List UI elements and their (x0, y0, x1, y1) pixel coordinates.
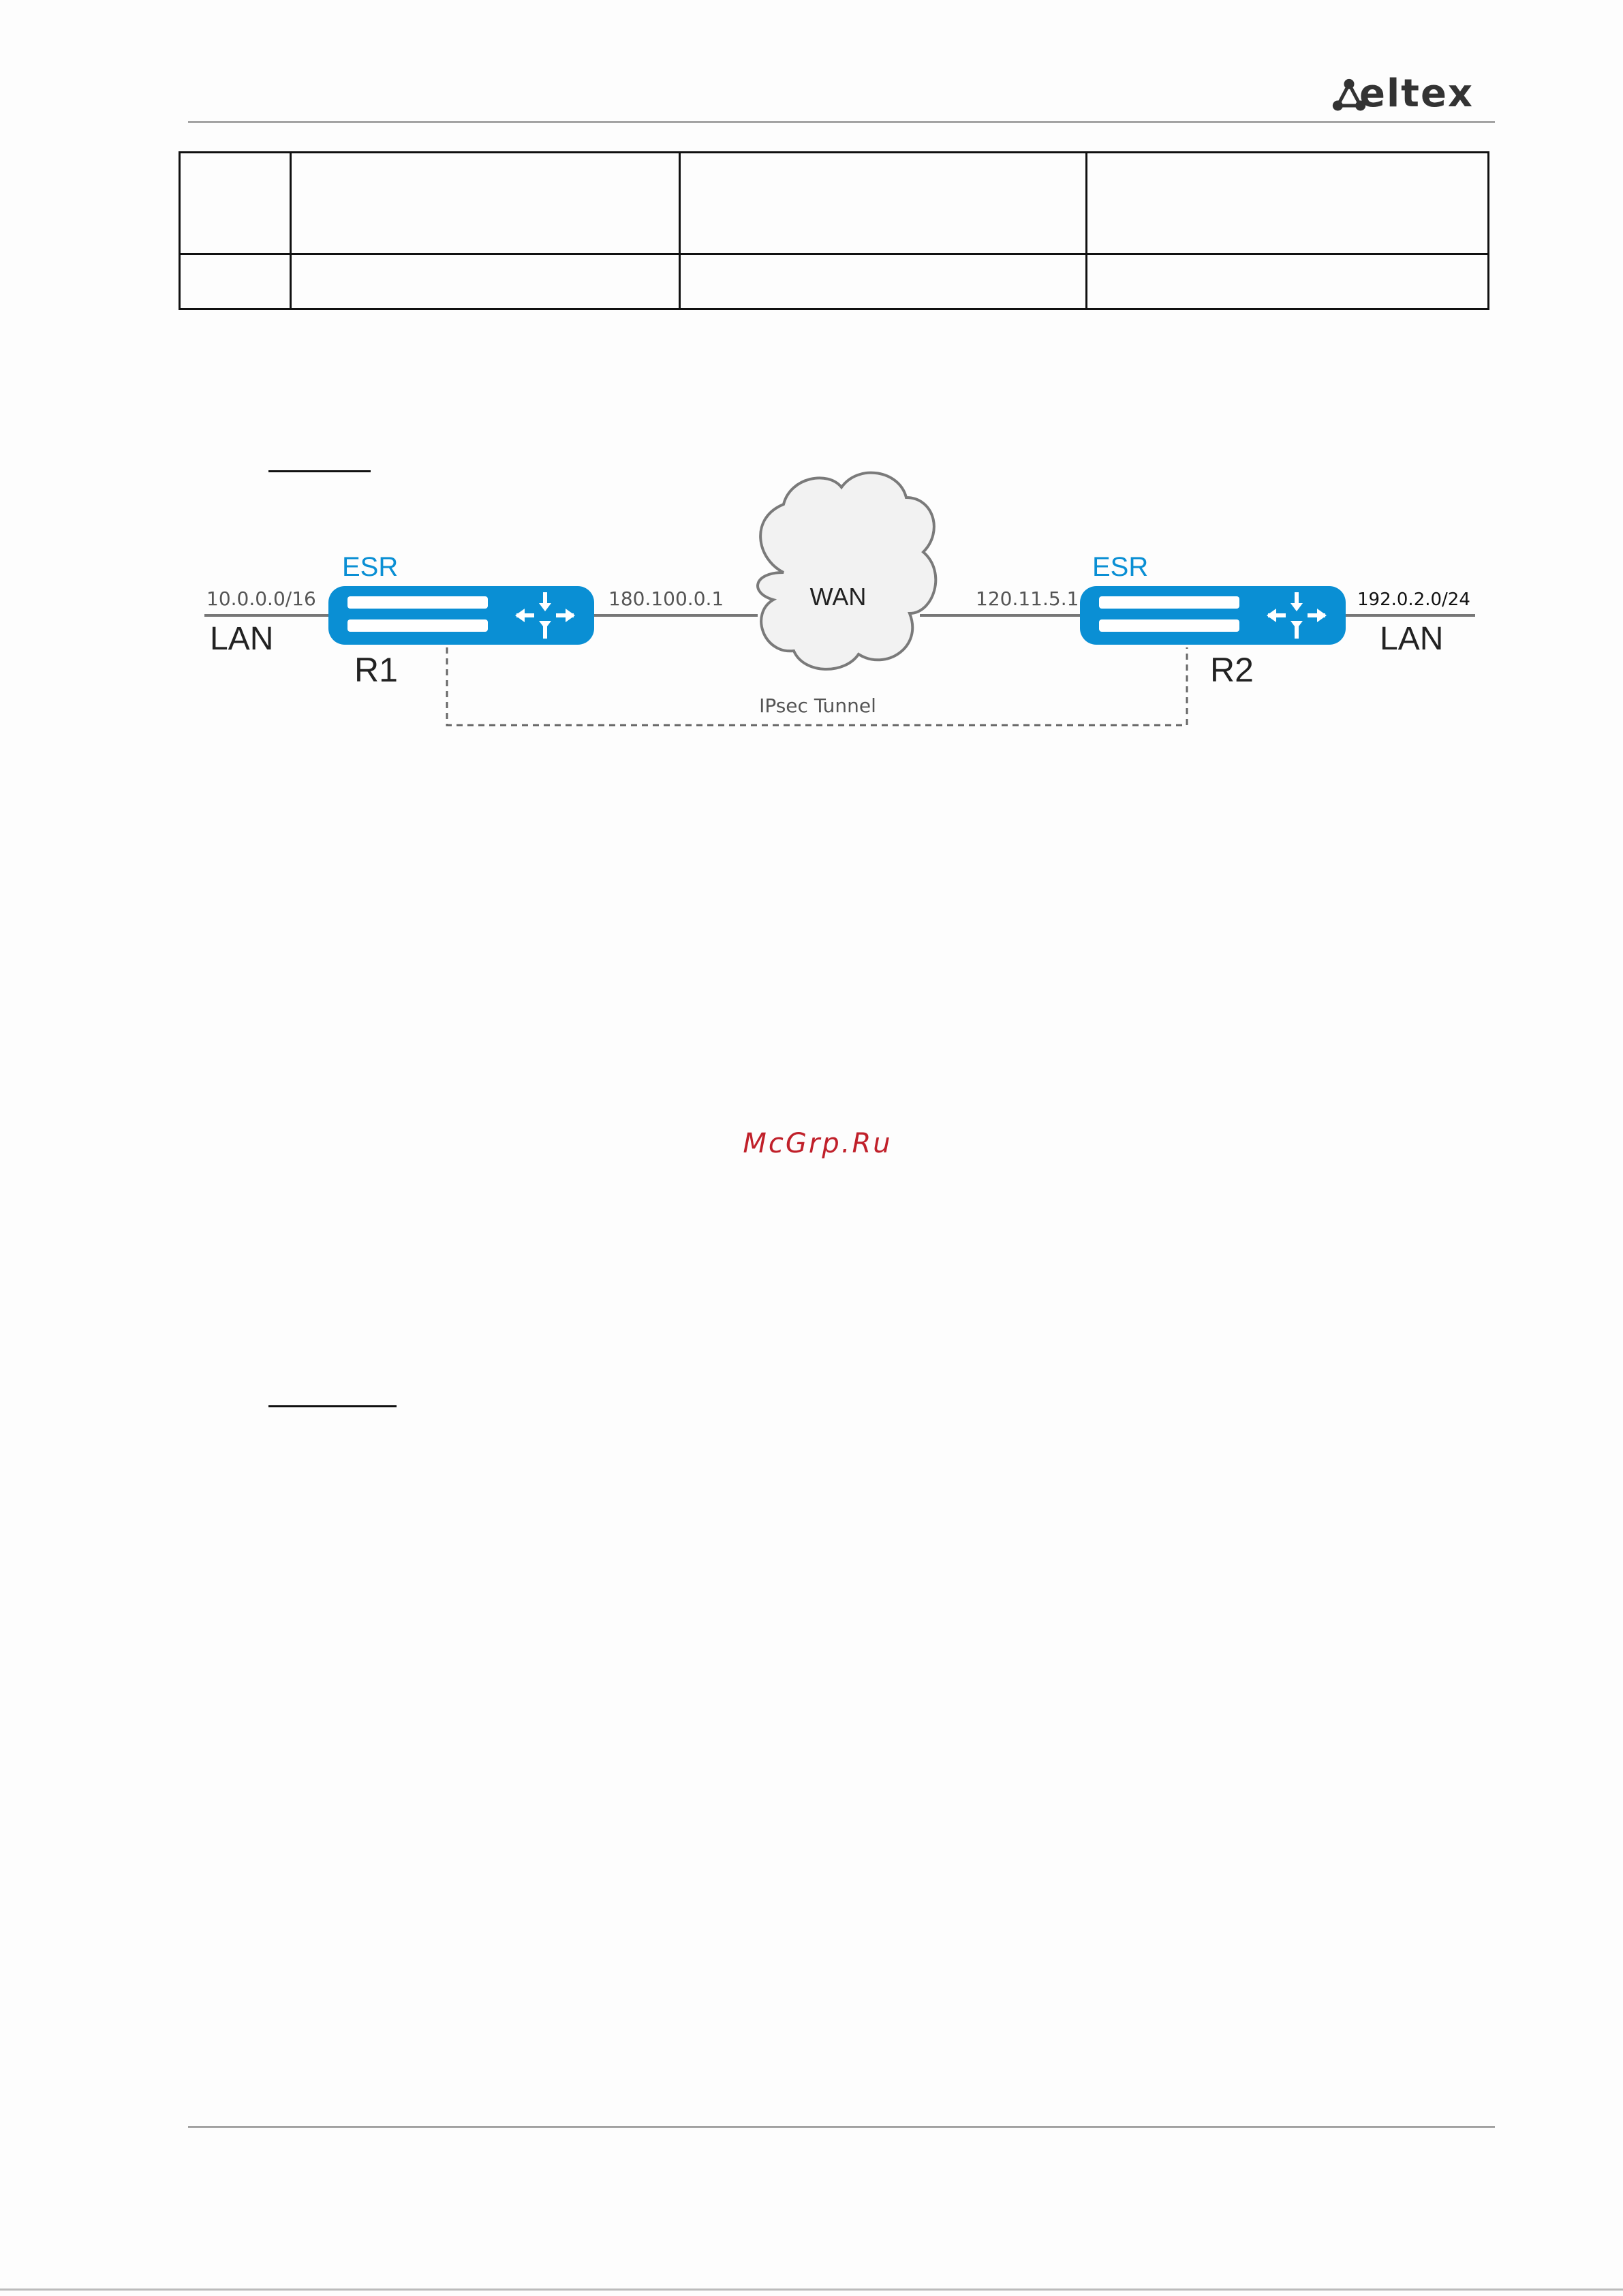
r1-name: R1 (354, 651, 398, 689)
watermark: McGrp.Ru (743, 1128, 893, 1159)
r2-name: R2 (1210, 651, 1254, 689)
router-r2-icon (1080, 586, 1346, 645)
r1-lan-net: 10.0.0.0/16 (206, 587, 316, 610)
heading-underline (268, 1405, 397, 1407)
eltex-logo: eltex (1359, 72, 1474, 116)
r1-wan-ip: 180.100.0.1 (608, 587, 724, 610)
ipsec-tunnel-label: IPsec Tunnel (759, 694, 876, 717)
router-r1-icon (328, 586, 594, 645)
page-bottom-edge (0, 2289, 1623, 2291)
wan-cloud-icon (758, 473, 936, 669)
r2-wan-ip: 120.11.5.1 (976, 587, 1079, 610)
r2-brand-label: ESR (1092, 552, 1149, 582)
r2-lan-net: 192.0.2.0/24 (1357, 590, 1470, 610)
network-diagram (0, 0, 1623, 763)
r1-lan-label: LAN (210, 621, 274, 657)
r2-lan-label: LAN (1380, 621, 1444, 657)
wan-cloud-label: WAN (809, 583, 867, 611)
r1-brand-label: ESR (342, 552, 399, 582)
footer-rule (188, 2126, 1495, 2128)
